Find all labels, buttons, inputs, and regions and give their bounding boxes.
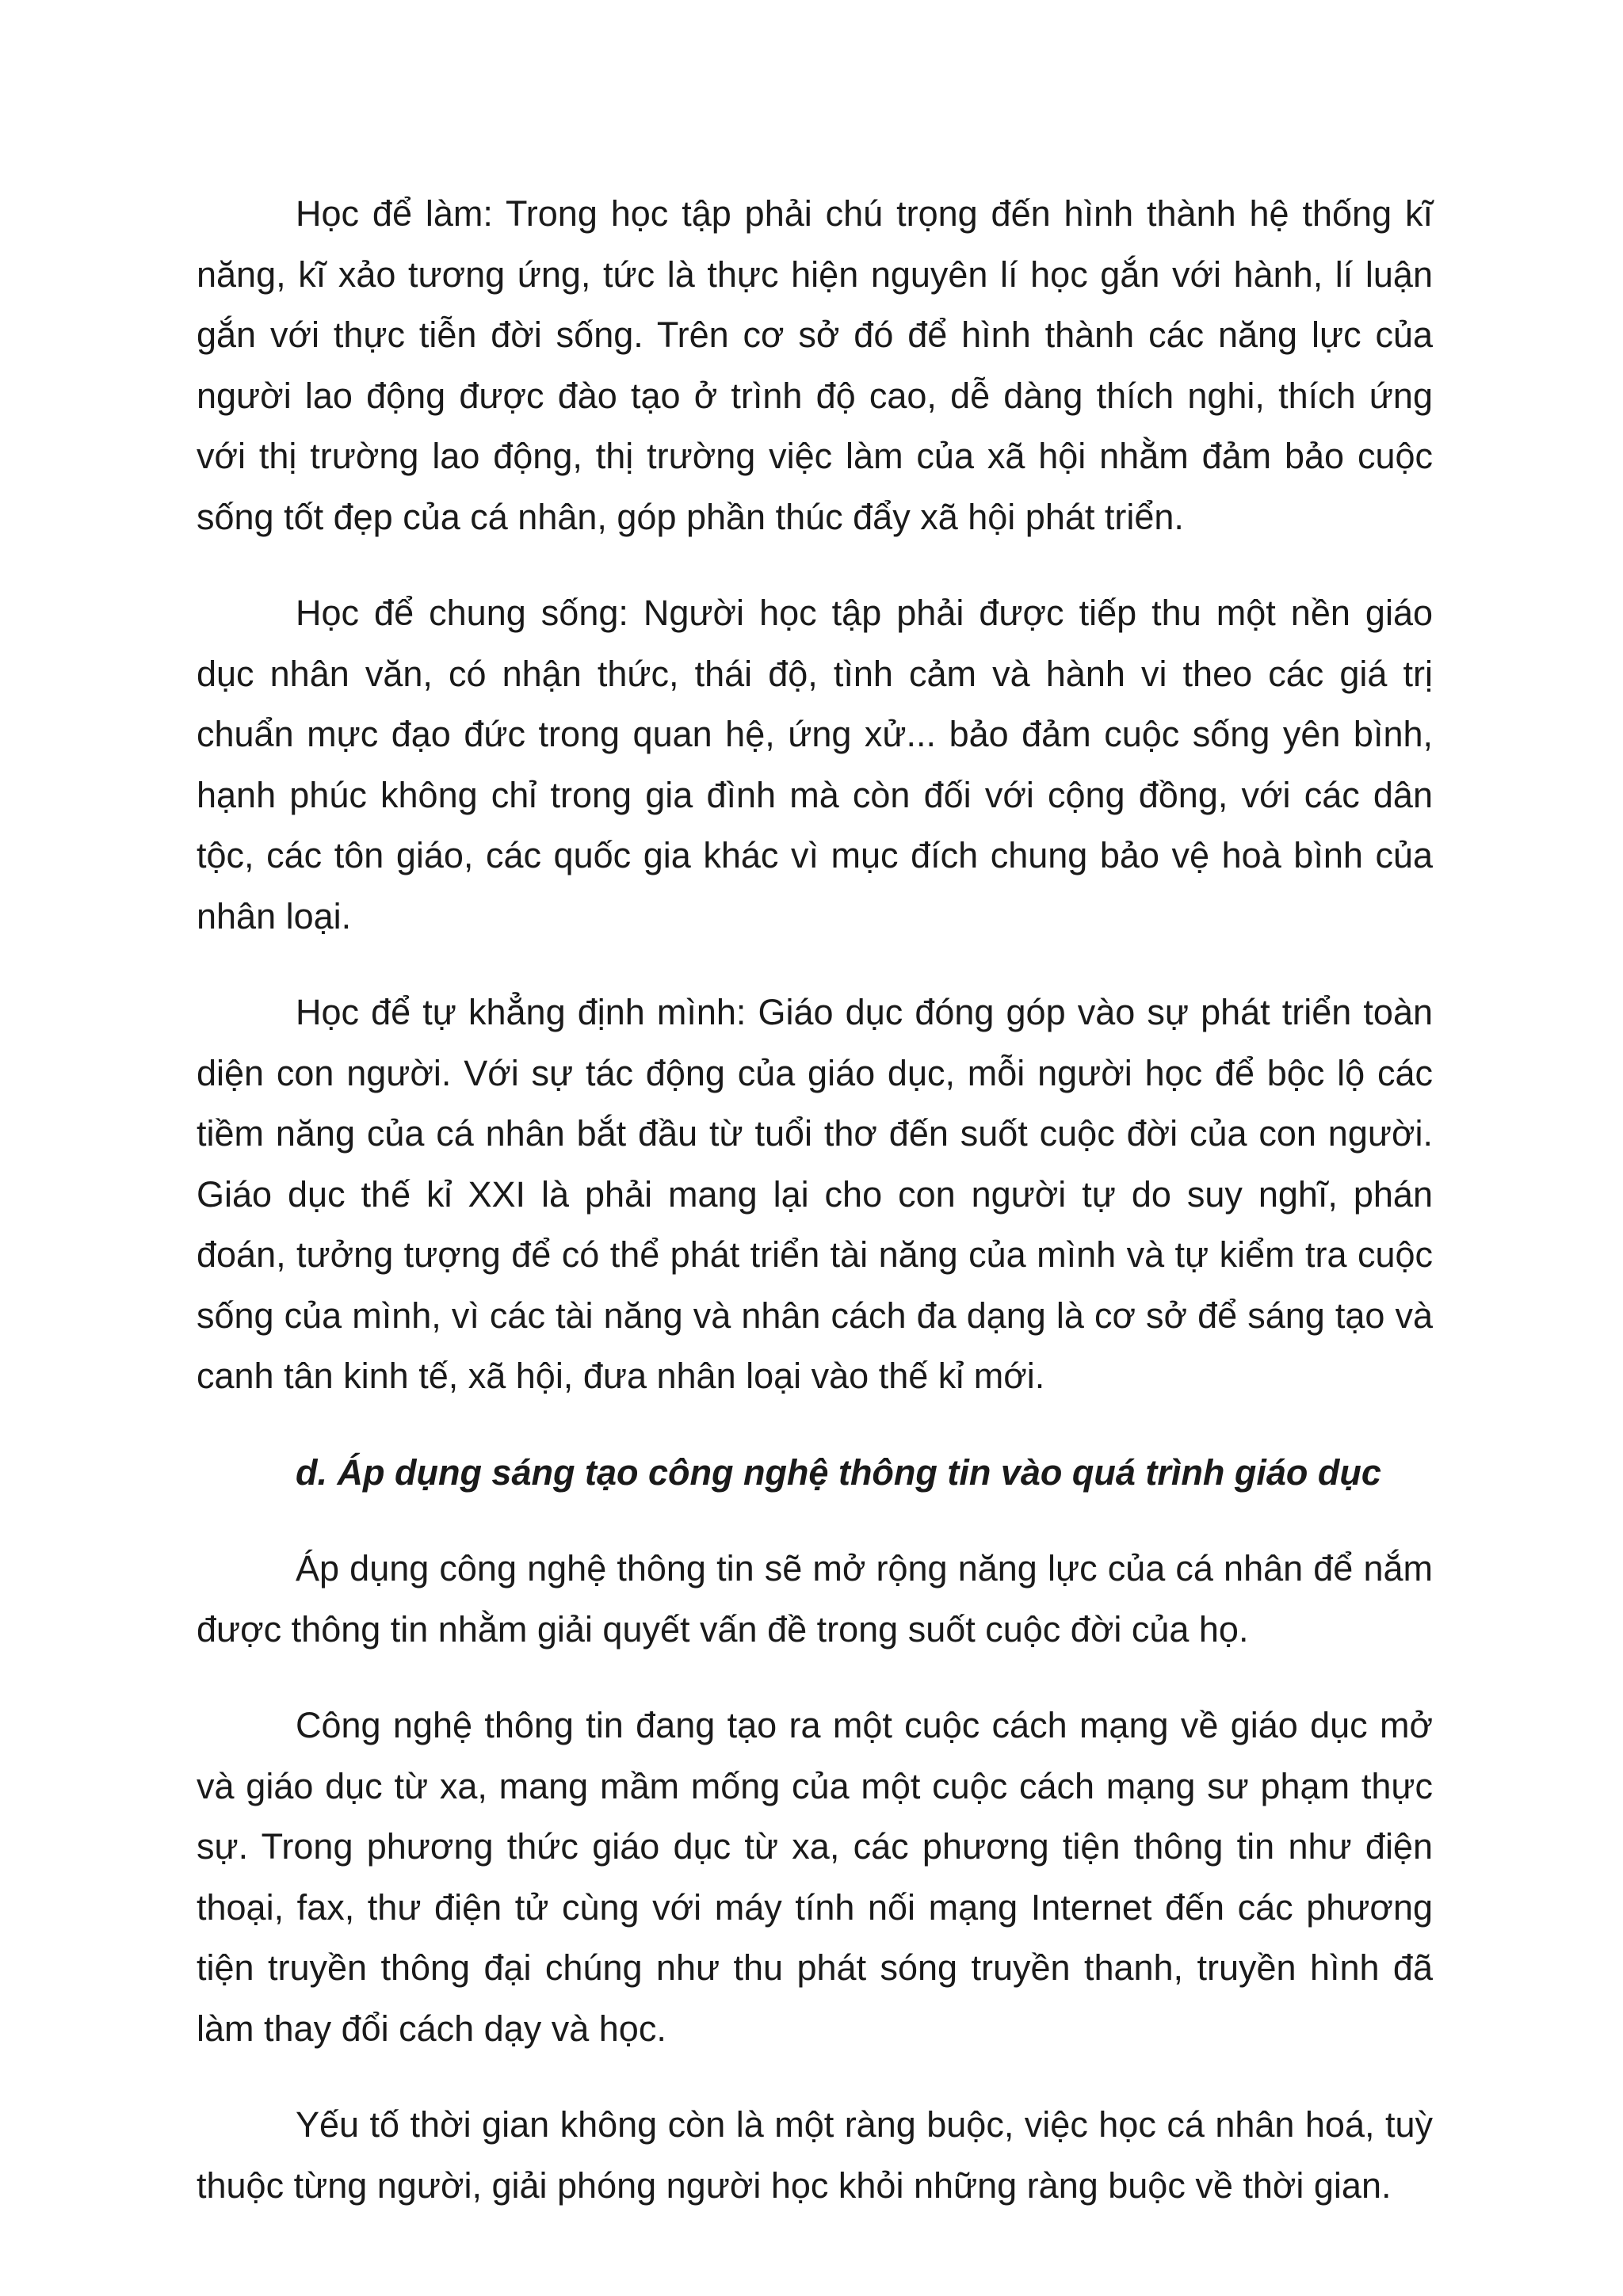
paragraph-hoc-de-tu-khang-dinh: Học để tự khẳng định mình: Giáo dục đóng góp vào sự phát triển toàn diện con người. Với sự tác động của giáo dục, mỗi người học để bộc lộ các tiềm năng của cá nhân bắt đầu từ tuổi thơ đến suốt cuộc đời của con người. Giáo dục thế kỉ XXI là phải mang lại cho con người tự do suy nghĩ, phán đoán, tưởng tượng để có thể phát triển tài năng của mình và tự kiểm tra cuộc sống của mình, vì các tài năng và nhân cách đa dạng là cơ sở để sáng tạo và canh tân kinh tế, xã hội, đưa nhân loại vào thế kỉ mới. bbox=[197, 992, 1433, 1396]
document-body bbox=[197, 184, 1433, 2252]
paragraph-ap-dung-cntt: Áp dụng công nghệ thông tin sẽ mở rộng năng lực của cá nhân để nắm được thông tin nhằm giải quyết vấn đề trong suốt cuộc đời của họ. bbox=[197, 1548, 1433, 1650]
paragraph-cach-mang-giao-duc: Công nghệ thông tin đang tạo ra một cuộc cách mạng về giáo dục mở và giáo dục từ xa, mang mầm mống của một cuộc cách mạng sư phạm thực sự. Trong phương thức giáo dục từ xa, các phương tiện thông tin như điện thoại, fax, thư điện tử cùng với máy tính nối mạng Internet đến các phương tiện truyền thông đại chúng như thu phát sóng truyền thanh, truyền hình đã làm thay đổi cách dạy và học. bbox=[197, 1705, 1433, 2049]
section-heading: d. Áp dụng sáng tạo công nghệ thông tin vào quá trình giáo dục bbox=[296, 1451, 1381, 1493]
paragraph-hoc-de-chung-song: Học để chung sống: Người học tập phải được tiếp thu một nền giáo dục nhân văn, có nhận thức, thái độ, tình cảm và hành vi theo các giá trị chuẩn mực đạo đức trong quan hệ, ứng xử... bảo đảm cuộc sống yên bình, hạnh phúc không chỉ trong gia đình mà còn đối với cộng đồng, với các dân tộc, các tôn giáo, các quốc gia khác vì mục đích chung bảo vệ hoà bình của nhân loại. bbox=[197, 593, 1433, 936]
paragraph-yeu-to-thoi-gian: Yếu tố thời gian không còn là một ràng buộc, việc học cá nhân hoá, tuỳ thuộc từng người, giải phóng người học khỏi những ràng buộc về thời gian. bbox=[197, 2104, 1433, 2206]
paragraph-hoc-de-lam: Học để làm: Trong học tập phải chú trọng đến hình thành hệ thống kĩ năng, kĩ xảo tương ứng, tức là thực hiện nguyên lí học gắn với hành, lí luận gắn với thực tiễn đời sống. Trên cơ sở đó để hình thành các năng lực của người lao động được đào tạo ở trình độ cao, dễ dàng thích nghi, thích ứng với thị trường lao động, thị trường việc làm của xã hội nhằm đảm bảo cuộc sống tốt đẹp của cá nhân, góp phần thúc đẩy xã hội phát triển. bbox=[197, 193, 1433, 537]
